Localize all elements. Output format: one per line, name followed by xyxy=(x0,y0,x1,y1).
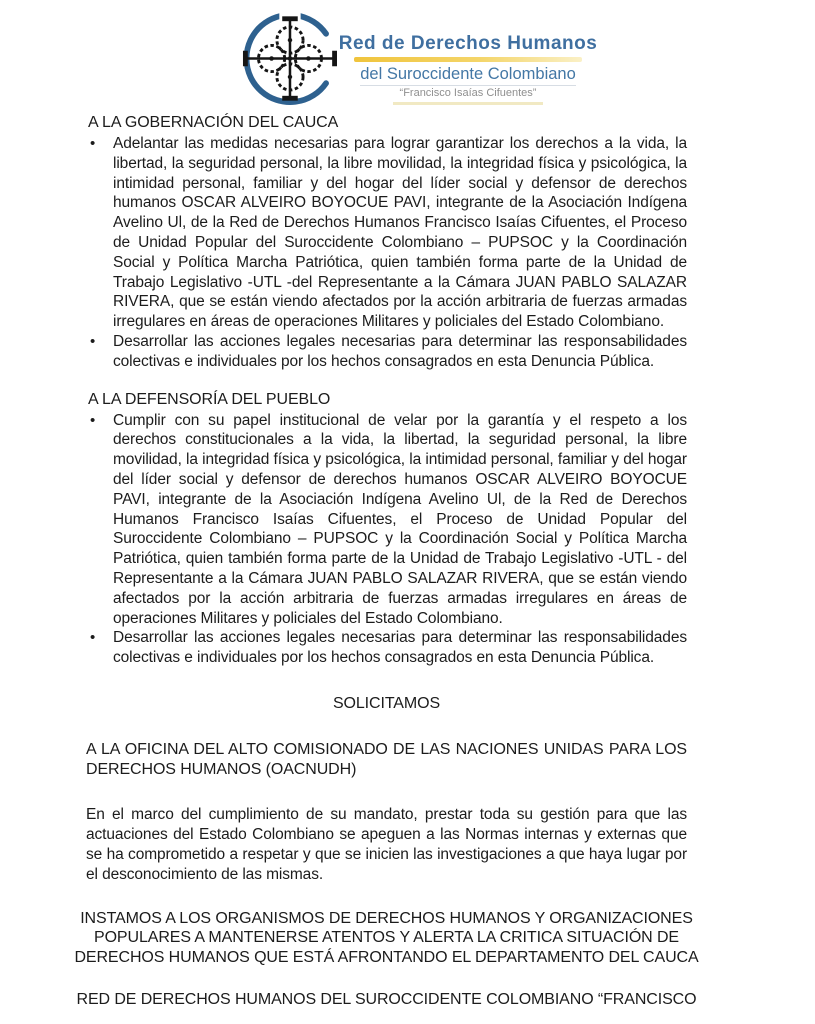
list-item xyxy=(86,628,687,668)
defensoria-bullet-1: Cumplir con su papel institucional de velar por la garantía y el respeto a los derechos constitucionales a la vida, la libertad, la seguridad personal, la libre movilidad, la integridad física y psicológica, la intimidad personal, familiar y del hogar del líder social y defensor de derechos humanos OSCAR ALVEIRO BOYOCUE PAVI, integrante de la Asociación Indígena Avelino Ul, de la Red de Derechos Humanos Francisco Isaías Cifuentes, el Proceso de Unidad Popular del Suroccidente Colombiano – PUPSOC y la Coordinación Social y Política Marcha Patriótica, quien también forma parte de la Unidad de Trabajo Legislativo -UTL - del Representante a la Cámara JUAN PABLO SALAZAR RIVERA, que se están viendo afectados por la acción arbitraria de fuerzas armadas irregulares en áreas de operaciones Militares y policiales del Estado Colombiano. xyxy=(113,411,687,627)
org-subtitle: del Suroccidente Colombiano xyxy=(360,65,576,86)
org-logo-header xyxy=(0,0,815,107)
footer-org-line: RED DE DERECHOS HUMANOS DEL SUROCCIDENTE COLOMBIANO “FRANCISCO xyxy=(76,990,697,1008)
list-item xyxy=(86,411,687,629)
defensoria-bullet-2: Desarrollar las acciones legales necesarias para determinar las responsabilidades colectivas e individuales por los hechos consagrados en esta Denuncia Pública. xyxy=(113,629,687,667)
list-item xyxy=(86,134,687,332)
heading-defensoria-pueblo: A LA DEFENSORÍA DEL PUEBLO xyxy=(88,390,331,408)
org-tagline-underline-bar xyxy=(393,102,543,105)
org-name: Red de Derechos Humanos xyxy=(338,33,598,54)
org-logo-text xyxy=(338,11,598,105)
document-content xyxy=(0,107,815,1010)
heading-oacnudh: A LA OFICINA DEL ALTO COMISIONADO DE LAS NACIONES UNIDAS PARA LOS DERECHOS HUMANOS (OACNUDH) xyxy=(86,740,687,778)
oacnudh-paragraph: En el marco del cumplimiento de su mandato, prestar toda su gestión para que las actuaciones del Estado Colombiano se apeguen a las Normas internas y externas que se ha comprometido a respetar y que se inicien las investigaciones a que haya lugar por el desconocimiento de las mismas. xyxy=(86,806,687,883)
bullet-icon: • xyxy=(90,411,96,429)
instamos-statement: INSTAMOS A LOS ORGANISMOS DE DERECHOS HUMANOS Y ORGANIZACIONES POPULARES A MANTENERSE ATENTOS Y ALERTA LA CRITICA SITUACIÓN DE DERECHOS HUMANOS QUE ESTÁ AFRONTANDO EL DEPARTAMENTO DEL CAUCA xyxy=(74,909,699,967)
bullet-icon: • xyxy=(90,332,96,350)
gobernacion-bullet-1: Adelantar las medidas necesarias para lograr garantizar los derechos a la vida, la libertad, la seguridad personal, la libre movilidad, la integridad física y psicológica, la intimidad personal, familiar y del hogar del líder social y defensor de derechos humanos OSCAR ALVEIRO BOYOCUE PAVI, integrante de la Asociación Indígena Avelino Ul, de la Red de Derechos Humanos Francisco Isaías Cifuentes, el Proceso de Unidad Popular del Suroccidente Colombiano – PUPSOC y la Coordinación Social y Política Marcha Patriótica, quien también forma parte de la Unidad de Trabajo Legislativo -UTL -del Representante a la Cámara JUAN PABLO SALAZAR RIVERA, que se están viendo afectados por la acción arbitraria de fuerzas armadas irregulares en áreas de operaciones Militares y policiales del Estado Colombiano. xyxy=(113,135,687,331)
list-item xyxy=(86,332,687,372)
org-name-underline-bar xyxy=(354,57,582,62)
bullet-icon: • xyxy=(90,629,96,647)
heading-gobernacion-cauca: A LA GOBERNACIÓN DEL CAUCA xyxy=(88,114,339,131)
bullet-icon: • xyxy=(90,135,96,152)
defensoria-bullet-list xyxy=(86,411,687,668)
solicitamos-title: SOLICITAMOS xyxy=(332,694,441,712)
org-logo-icon xyxy=(232,11,347,106)
org-tagline: “Francisco Isaías Cifuentes” xyxy=(399,87,537,99)
gobernacion-bullet-2: Desarrollar las acciones legales necesarias para determinar las responsabilidades colectivas e individuales por los hechos consagrados en esta Denuncia Pública. xyxy=(113,332,687,370)
gobernacion-bullet-list xyxy=(86,134,687,372)
